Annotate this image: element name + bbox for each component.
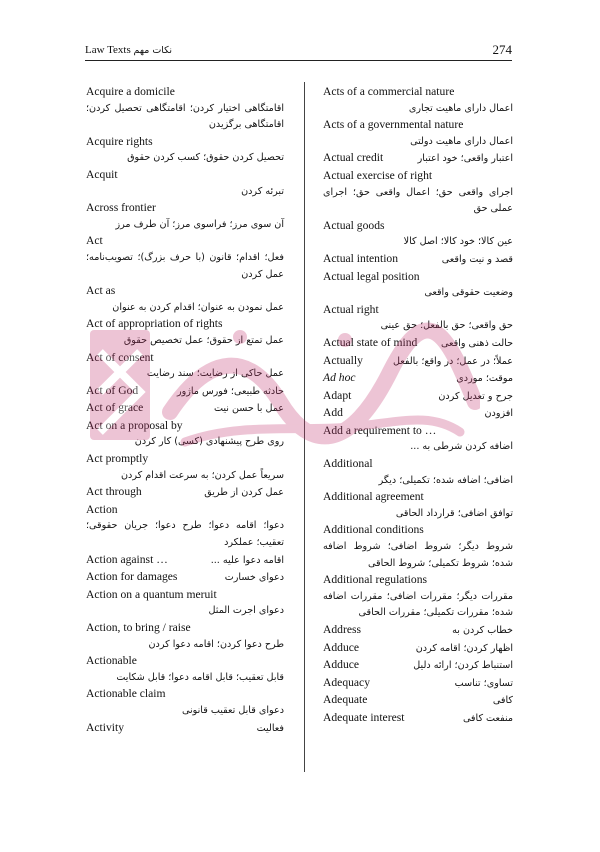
entry-term: Action for damages xyxy=(86,570,178,584)
glossary-entry xyxy=(323,117,513,150)
entry-term: Adduce xyxy=(323,640,360,654)
entry-definition: جرح و تعدیل کردن xyxy=(438,390,513,402)
entry-term: Acquit xyxy=(86,167,118,181)
entry-definition: کافی xyxy=(492,695,513,707)
glossary-entry xyxy=(86,233,284,283)
entry-term: Adequate interest xyxy=(323,710,405,724)
entry-definition: فعل؛ اقدام؛ قانون (با حرف بزرگ)؛ تصویب‌نامه؛ عمل کردن xyxy=(86,251,284,280)
glossary-entry xyxy=(86,200,284,233)
entry-definition: آن سوی مرز؛ فراسوی مرز؛ آن طرف مرز xyxy=(115,218,284,230)
entry-definition: عمل با حسن نیت xyxy=(213,403,284,415)
entry-definition: اضافی؛ اضافه شده؛ تکمیلی؛ دیگر xyxy=(378,474,513,486)
entry-term: Activity xyxy=(86,720,124,734)
running-title-en: Law Texts xyxy=(85,44,131,56)
glossary-entry xyxy=(323,640,513,658)
entry-definition: توافق اضافی؛ قرارداد الحاقی xyxy=(395,507,513,519)
entry-term: Actual intention xyxy=(323,251,399,265)
entry-definition: دعوا؛ اقامه دعوا؛ طرح دعوا؛ جریان حقوقی؛ تعقیب؛ عملکرد xyxy=(86,520,284,549)
glossary-entry xyxy=(323,218,513,251)
entry-definition: عین کالا؛ خود کالا؛ اصل کالا xyxy=(403,236,513,248)
glossary-entry xyxy=(86,653,284,686)
entry-term: Act of grace xyxy=(86,401,144,415)
glossary-entry xyxy=(86,134,284,167)
entry-term: Actual state of mind xyxy=(323,335,418,349)
glossary-entry xyxy=(323,710,513,728)
entry-term: Adduce xyxy=(323,658,360,672)
entry-term: Act of appropriation of rights xyxy=(86,317,223,331)
glossary-entry xyxy=(86,400,284,418)
entry-definition: دعوای خسارت xyxy=(224,572,284,584)
entry-term: Action, to bring / raise xyxy=(86,621,191,634)
glossary-entry xyxy=(86,418,284,451)
glossary-entry xyxy=(323,302,513,335)
entry-term: Actual exercise of right xyxy=(323,168,433,182)
glossary-entry xyxy=(323,84,513,117)
page-header xyxy=(85,40,512,61)
entry-term: Adapt xyxy=(323,388,352,402)
entry-definition: طرح دعوا کردن؛ اقامه دعوا کردن xyxy=(148,638,284,650)
glossary-entry xyxy=(86,502,284,552)
entry-term: Additional xyxy=(323,457,373,471)
entry-definition: استنباط کردن؛ ارائه دلیل xyxy=(413,660,513,672)
glossary-entry xyxy=(323,456,513,489)
entry-term: Act through xyxy=(86,485,142,499)
entry-term: Act of consent xyxy=(86,350,154,364)
glossary-entry xyxy=(86,587,284,620)
column-divider xyxy=(304,82,305,772)
entry-definition: شروط دیگر؛ شروط اضافی؛ شروط اضافه شده؛ شروط تکمیلی؛ شروط الحاقی xyxy=(323,541,513,569)
glossary-entry xyxy=(86,316,284,349)
entry-term: Address xyxy=(323,623,361,636)
entry-definition: عملاً؛ در عمل؛ در واقع؛ بالفعل xyxy=(393,355,513,367)
entry-definition: اعمال دارای ماهیت تجاری xyxy=(408,102,513,114)
glossary-entry xyxy=(86,484,284,502)
entry-definition: خطاب کردن به xyxy=(452,625,513,636)
entry-definition: سریعاً عمل کردن؛ به سرعت اقدام کردن xyxy=(121,469,284,481)
glossary-entry xyxy=(86,552,284,570)
glossary-entry xyxy=(86,620,284,653)
entry-definition: قابل تعقیب؛ قابل اقامه دعوا؛ قابل شکایت xyxy=(116,671,284,683)
entry-definition: موقت؛ موردی xyxy=(456,373,513,385)
glossary-entry xyxy=(323,335,513,353)
glossary-entry xyxy=(323,489,513,522)
entry-definition: اقامه دعوا علیه ... xyxy=(210,554,284,566)
entry-term: Act on a proposal by xyxy=(86,418,183,432)
entry-definition: اجرای واقعی حق؛ اعمال واقعی حق؛ اجرای عملی حق xyxy=(323,186,513,215)
entry-term: Ad hoc xyxy=(323,371,356,385)
glossary-entry xyxy=(323,522,513,572)
entry-term: Additional conditions xyxy=(323,523,424,537)
entry-term: Acts of a commercial nature xyxy=(323,85,455,98)
glossary-entry xyxy=(323,388,513,406)
page-number: 274 xyxy=(492,42,512,57)
entry-definition: حق واقعی؛ حق بالفعل؛ حق عینی xyxy=(380,320,513,332)
entry-term: Add a requirement to … xyxy=(323,423,437,437)
entry-term: Actual legal position xyxy=(323,269,420,283)
entry-term: Act of God xyxy=(86,383,139,397)
glossary-entry xyxy=(86,350,284,383)
entry-term: Actionable claim xyxy=(86,687,166,701)
entry-definition: اعتبار واقعی؛ خود اعتبار xyxy=(417,153,513,165)
glossary-entry xyxy=(323,168,513,218)
entry-definition: تبرئه کردن xyxy=(241,185,284,197)
entry-definition: اضافه کردن شرطی به ... xyxy=(410,441,513,453)
glossary-entry xyxy=(323,657,513,675)
glossary-entry xyxy=(323,370,513,388)
entry-definition: افزودن xyxy=(484,408,513,420)
running-title-fa: نکات مهم xyxy=(133,45,173,56)
entry-definition: اظهار کردن؛ اقامه کردن xyxy=(415,642,513,654)
entry-definition: عمل نمودن به عنوان؛ اقدام کردن به عنوان xyxy=(112,301,284,313)
glossary-entry xyxy=(86,686,284,719)
entry-definition: اعمال دارای ماهیت دولتی xyxy=(410,135,513,147)
glossary-entry xyxy=(323,269,513,302)
entry-term: Additional agreement xyxy=(323,490,424,504)
glossary-entry xyxy=(86,84,284,134)
entry-definition: تحصیل کردن حقوق؛ کسب کردن حقوق xyxy=(127,152,284,164)
entry-definition: مقررات دیگر؛ مقررات اضافی؛ مقررات اضافه شده؛ مقررات تکمیلی؛ مقررات الحاقی xyxy=(323,590,513,619)
glossary-entry xyxy=(86,720,284,738)
entry-term: Actual right xyxy=(323,302,379,316)
entry-definition: عمل حاکی از رضایت؛ سند رضایت xyxy=(146,368,284,380)
entry-term: Action on a quantum meruit xyxy=(86,587,217,601)
entry-definition: تساوی؛ تناسب xyxy=(454,677,513,689)
glossary-entry xyxy=(323,622,513,640)
entry-definition: فعالیت xyxy=(256,722,284,734)
entry-definition: منفعت کافی xyxy=(462,712,513,724)
entry-term: Across frontier xyxy=(86,201,156,215)
entry-term: Action xyxy=(86,502,118,516)
entry-term: Adequacy xyxy=(323,675,370,689)
entry-term: Act xyxy=(86,234,103,248)
glossary-entry xyxy=(86,283,284,316)
glossary-entry xyxy=(323,251,513,269)
entry-term: Adequate xyxy=(323,693,368,707)
entry-definition: حادثه طبیعی؛ فورس ماژور xyxy=(176,385,284,397)
entry-definition: عمل کردن از طریق xyxy=(204,487,284,499)
glossary-entry xyxy=(323,353,513,371)
entry-term: Actual goods xyxy=(323,218,385,232)
glossary-entry xyxy=(323,405,513,423)
running-title xyxy=(85,44,172,56)
entry-definition: عمل تمتع از حقوق؛ عمل تخصیص حقوق xyxy=(123,334,284,346)
glossary-entry xyxy=(323,692,513,710)
entry-term: Acquire rights xyxy=(86,134,153,148)
entry-definition: دعوای قابل تعقیب قانونی xyxy=(182,704,284,716)
glossary-entry xyxy=(323,423,513,456)
entry-term: Actual credit xyxy=(323,151,384,165)
entry-term: Act as xyxy=(86,284,116,298)
glossary-entry xyxy=(86,167,284,200)
glossary-entry xyxy=(86,383,284,401)
glossary-entry xyxy=(323,572,513,622)
entry-term: Add xyxy=(323,406,343,420)
left-column xyxy=(86,84,284,737)
entry-definition: دعوای اجرت المثل xyxy=(208,605,284,617)
entry-definition: قصد و نیت واقعی xyxy=(441,253,513,265)
glossary-entry xyxy=(86,451,284,484)
entry-term: Actionable xyxy=(86,654,137,668)
entry-definition: حالت ذهنی واقعی xyxy=(440,337,513,349)
glossary-entry xyxy=(86,569,284,587)
right-column xyxy=(323,84,513,728)
entry-definition: اقامتگاهی اختیار کردن؛ اقامتگاهی تحصیل کردن؛ اقامتگاهی برگزیدن xyxy=(86,102,284,131)
glossary-entry xyxy=(323,675,513,693)
entry-term: Action against … xyxy=(86,552,168,566)
entry-term: Act promptly xyxy=(86,452,149,466)
glossary-entry xyxy=(323,150,513,168)
entry-term: Actually xyxy=(323,353,363,367)
entry-definition: وضعیت حقوقی واقعی xyxy=(424,287,513,299)
entry-term: Acquire a domicile xyxy=(86,85,175,98)
entry-term: Acts of a governmental nature xyxy=(323,118,464,132)
entry-definition: روی طرح پیشنهادی (کسی) کار کردن xyxy=(134,436,284,448)
entry-term: Additional regulations xyxy=(323,573,428,587)
